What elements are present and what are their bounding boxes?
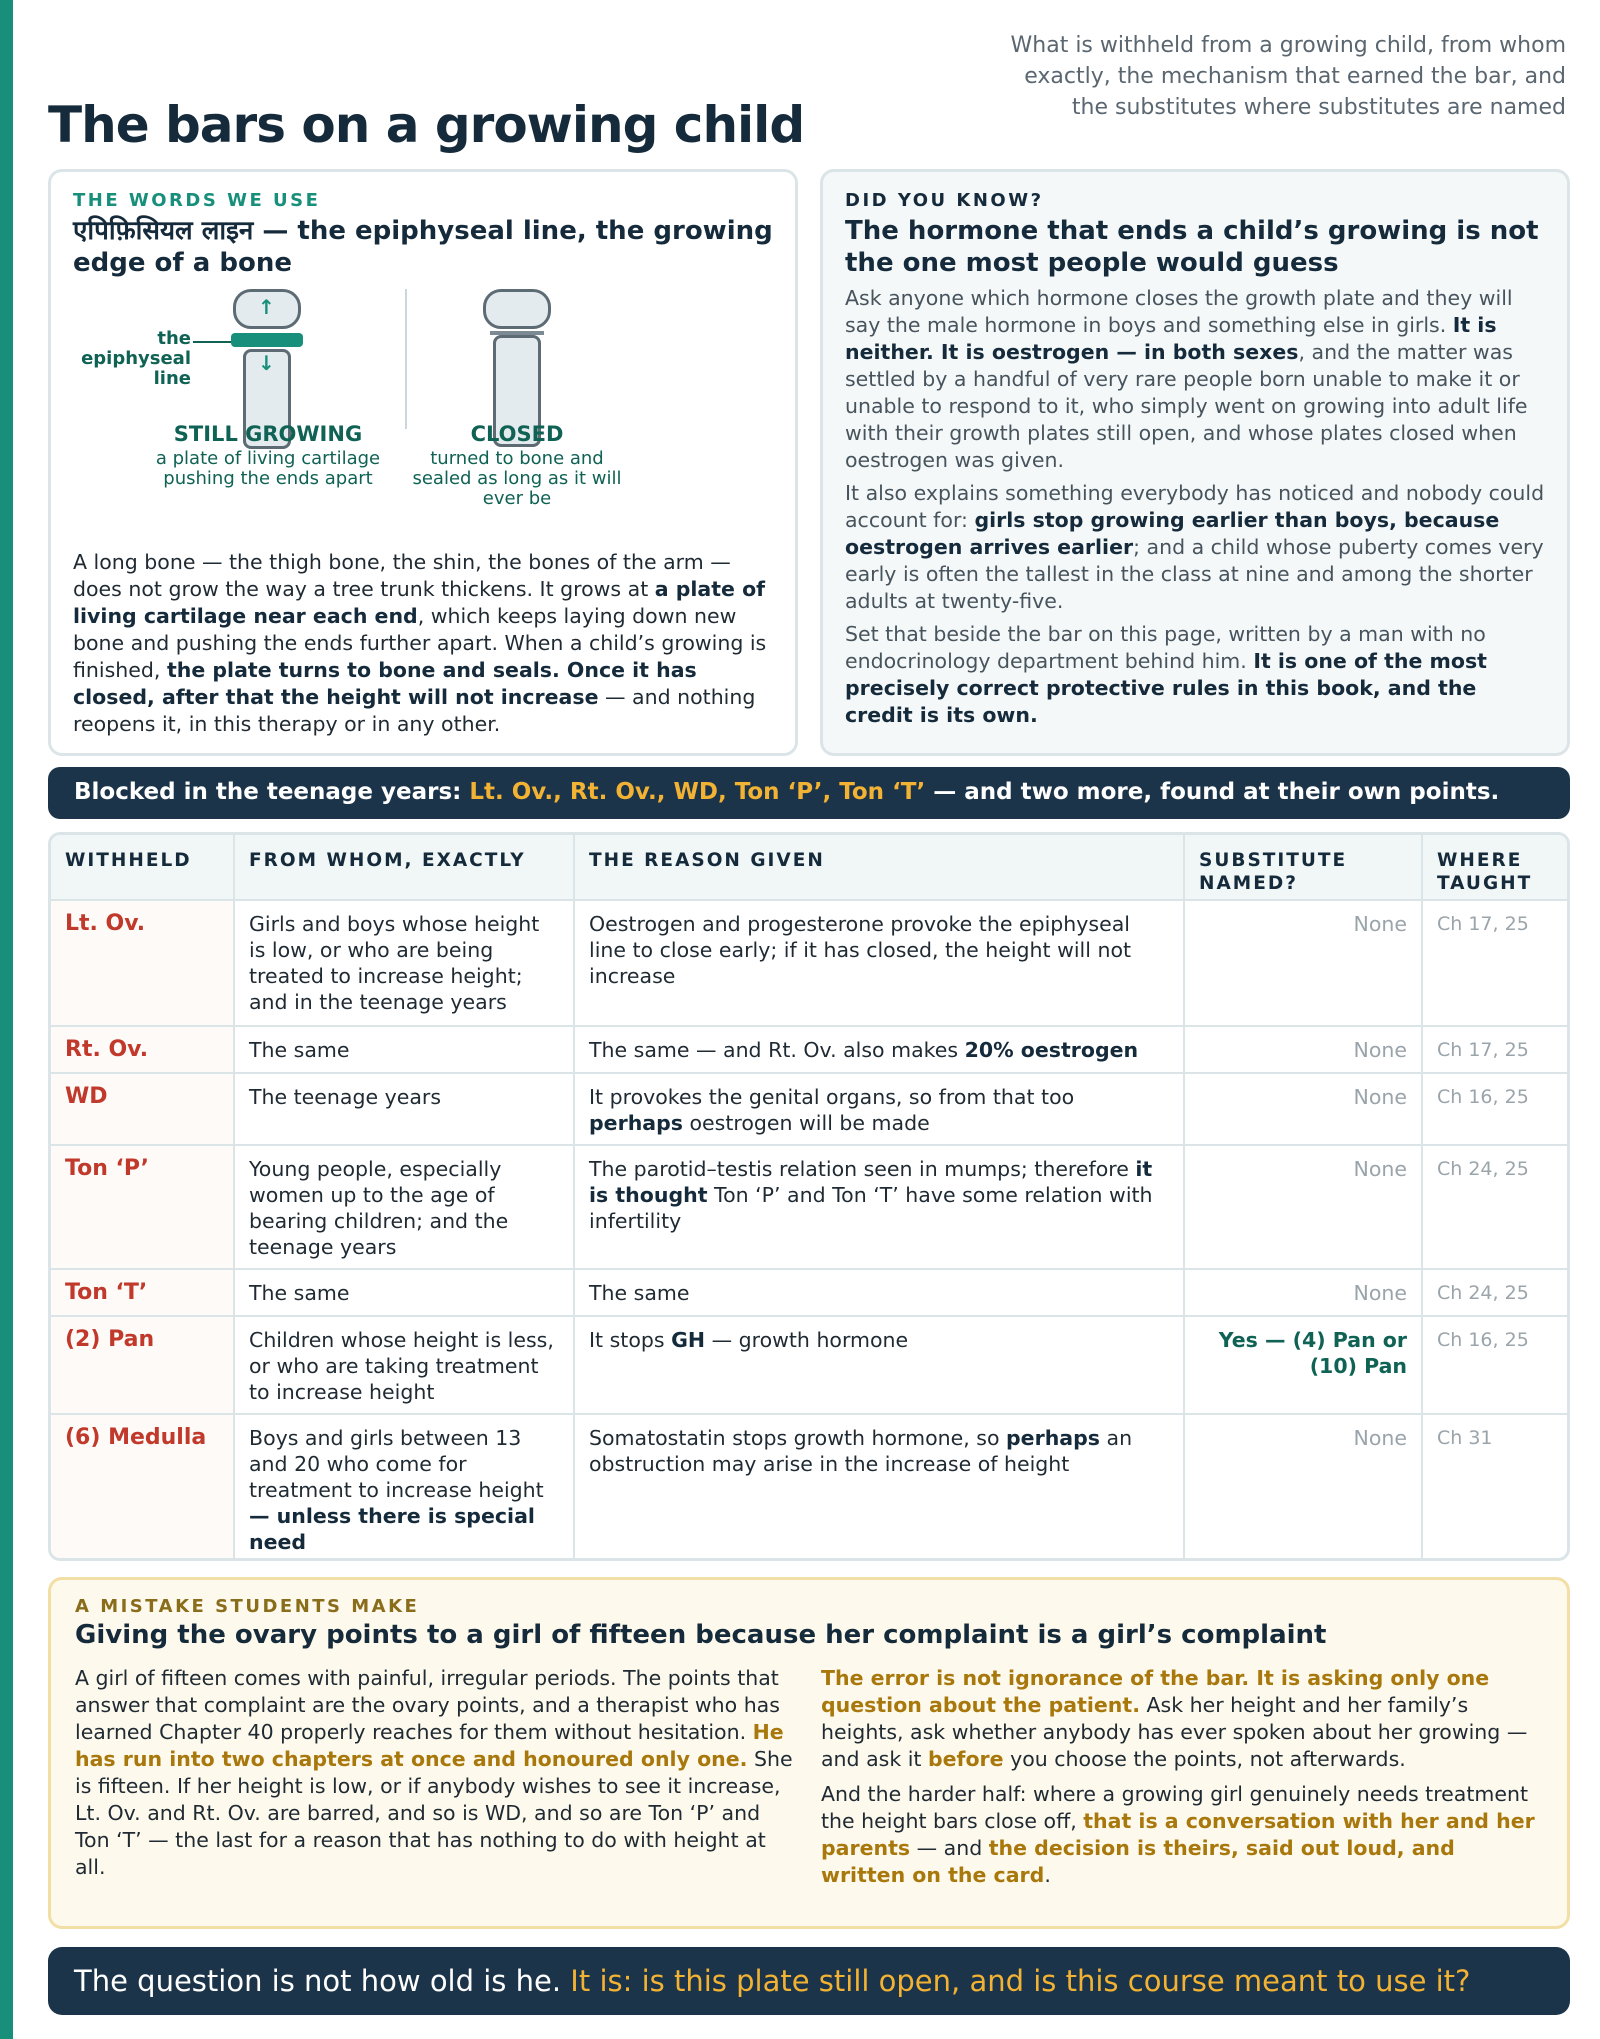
cell-whom: The same	[234, 1026, 574, 1073]
cell-whom: Young people, especially women up to the age of bearing children; and the teenage years	[234, 1145, 574, 1269]
cell-reason: The parotid–testis relation seen in mumps; therefore it is thought Ton ‘P’ and Ton ‘T’ have some relation with infertility	[574, 1145, 1184, 1269]
table-row	[51, 1073, 1570, 1145]
cell-reason: It stops GH — growth hormone	[574, 1316, 1184, 1414]
cell-withheld: Rt. Ov.	[51, 1026, 234, 1073]
closed-title: CLOSED	[470, 422, 564, 446]
header-from-whom: FROM WHOM, EXACTLY	[234, 835, 574, 900]
cell-reason: It provokes the genital organs, so from that too perhaps oestrogen will be made	[574, 1073, 1184, 1145]
cell-withheld: (6) Medulla	[51, 1414, 234, 1561]
cell-substitute: None	[1184, 1073, 1422, 1145]
cell-withheld: Ton ‘P’	[51, 1145, 234, 1269]
cell-whom: Children whose height is less, or who are taking treatment to increase height	[234, 1316, 574, 1414]
mistake-eyebrow: A MISTAKE STUDENTS MAKE	[75, 1596, 420, 1617]
cell-where: Ch 16, 25	[1422, 1073, 1570, 1145]
words-eyebrow: THE WORDS WE USE	[73, 190, 321, 211]
header-reason: THE REASON GIVEN	[574, 835, 1184, 900]
words-body: A long bone — the thigh bone, the shin, the bones of the arm — does not grow the way a tree trunk thickens. It grows at a plate of living cartilage near each end, which keeps laying down new bone and pushing the ends further apart. When a child’s growing is finished, the plate turns to bone and seals. Once it has closed, after that the height will not increase — and nothing reopens it, in this therapy or in any other.	[73, 550, 767, 736]
cell-where: Ch 24, 25	[1422, 1269, 1570, 1316]
cell-withheld: WD	[51, 1073, 234, 1145]
closing-question-bar: The question is not how old is he. It is: is this plate still open, and is this course meant to use it?	[48, 1947, 1570, 2015]
cell-whom: The same	[234, 1269, 574, 1316]
did-you-know-box	[820, 169, 1570, 756]
cell-reason: Oestrogen and progesterone provoke the epiphyseal line to close early; if it has closed, the height will not increase	[574, 900, 1184, 1026]
cell-withheld: Ton ‘T’	[51, 1269, 234, 1316]
header-withheld: WITHHELD	[51, 835, 234, 900]
cell-reason: Somatostatin stops growth hormone, so perhaps an obstruction may arise in the increase of height	[574, 1414, 1184, 1561]
words-title: एपिफ़िसियल लाइन — the epiphyseal line, the growing edge of a bone	[73, 216, 773, 278]
mistake-right-column: The error is not ignorance of the bar. It is asking only one question about the patient. Ask her height and her family’s heights, ask whether anybody has ever spoken about her growing — and ask it before you choose the points, not afterwards. And the harder half: where a growing girl genuinely needs treatment the height bars close off, that is a conversation with her and her parents — and the decision is theirs, said out loud, and written on the card.	[821, 1666, 1535, 1887]
closed-desc: turned to bone and sealed as long as it will ever be	[412, 448, 622, 509]
know-paragraph-3: Set that beside the bar on this page, written by a man with no endocrinology department behind him. It is one of the most precisely correct protective rules in this book, and the credit is its own.	[845, 622, 1487, 727]
know-paragraph-1: Ask anyone which hormone closes the growth plate and they will say the male hormone in boys and something else in girls. It is neither. It is oestrogen — in both sexes, and the matter was settled by a handful of very rare people born unable to make it or unable to respond to it, who simply went on growing into adult life with their growth plates still open, and whose plates closed when oestrogen was given.	[845, 286, 1528, 472]
bars-table	[48, 832, 1570, 1561]
growth-plate	[231, 333, 303, 347]
header-substitute: SUBSTITUTE NAMED?	[1184, 835, 1422, 900]
diagram-divider	[405, 289, 407, 429]
arrow-down-icon: ↓	[258, 351, 275, 375]
side-accent-bar	[0, 0, 13, 2039]
mistake-left-column: A girl of fifteen comes with painful, irregular periods. The points that answer that complaint are the ovary points, and a therapist who has learned Chapter 40 properly reaches for them without hesitation. He has run into two chapters at once and honoured only one. She is fifteen. If her height is low, or if anybody wishes to see it increase, Lt. Ov. and Rt. Ov. are barred, and so is WD, and so are Ton ‘P’ and Ton ‘T’ — the last for a reason that has nothing to do with height at all.	[75, 1666, 793, 1879]
cell-whom: Boys and girls between 13 and 20 who come for treatment to increase height — unless there is special need	[234, 1414, 574, 1561]
cell-substitute: None	[1184, 1414, 1422, 1561]
table-row	[51, 1269, 1570, 1316]
epiphyseal-line-label: the epiphyseal line	[81, 328, 191, 389]
cell-reason: The same	[574, 1269, 1184, 1316]
cell-withheld: (2) Pan	[51, 1316, 234, 1414]
know-title: The hormone that ends a child’s growing is not the one most people would guess	[845, 216, 1539, 278]
know-paragraph-2: It also explains something everybody has noticed and nobody could account for: girls stop growing earlier than boys, because oestrogen arrives earlier; and a child whose puberty comes very early is often the tallest in the class at nine and among the shorter adults at twenty-five.	[845, 481, 1545, 613]
cell-where: Ch 16, 25	[1422, 1316, 1570, 1414]
cell-substitute: None	[1184, 1145, 1422, 1269]
table-row	[51, 1145, 1570, 1269]
cell-substitute: None	[1184, 1269, 1422, 1316]
cell-substitute: Yes — (4) Pan or (10) Pan	[1184, 1316, 1422, 1414]
cell-where: Ch 17, 25	[1422, 1026, 1570, 1073]
cell-where: Ch 17, 25	[1422, 900, 1570, 1026]
table-row	[51, 900, 1570, 1026]
mistake-title: Giving the ovary points to a girl of fifteen because her complaint is a girl’s complaint	[75, 1620, 1327, 1650]
closed-bone-top	[483, 289, 551, 329]
arrow-up-icon: ↑	[258, 295, 275, 319]
header-where: WHERE TAUGHT	[1422, 835, 1570, 900]
cell-reason: The same — and Rt. Ov. also makes 20% oestrogen	[574, 1026, 1184, 1073]
cell-substitute: None	[1184, 1026, 1422, 1073]
cell-withheld: Lt. Ov.	[51, 900, 234, 1026]
cell-substitute: None	[1184, 900, 1422, 1026]
still-growing-title: STILL GROWING	[173, 422, 363, 446]
table-row	[51, 1316, 1570, 1414]
page-subtitle: What is withheld from a growing child, from whom exactly, the mechanism that earned the bar, and the substitutes where substitutes are named	[1010, 33, 1566, 120]
table-row	[51, 1414, 1570, 1561]
epiphyseal-diagram	[73, 289, 773, 539]
table-row	[51, 1026, 1570, 1073]
cell-where: Ch 24, 25	[1422, 1145, 1570, 1269]
label-leader-line	[193, 341, 231, 343]
still-growing-desc: a plate of living cartilage pushing the ends apart	[155, 448, 381, 489]
know-eyebrow: DID YOU KNOW?	[845, 190, 1044, 211]
words-we-use-box	[48, 169, 798, 756]
mistake-box	[48, 1577, 1570, 1929]
blocked-banner: Blocked in the teenage years: Lt. Ov., Rt. Ov., WD, Ton ‘P’, Ton ‘T’ — and two more, found at their own points.	[48, 767, 1570, 819]
table-header-row	[51, 835, 1570, 900]
page-title: The bars on a growing child	[48, 96, 805, 154]
cell-where: Ch 31	[1437, 1427, 1493, 1449]
cell-whom: Girls and boys whose height is low, or who are being treated to increase height; and in the teenage years	[234, 900, 574, 1026]
cell-whom: The teenage years	[234, 1073, 574, 1145]
